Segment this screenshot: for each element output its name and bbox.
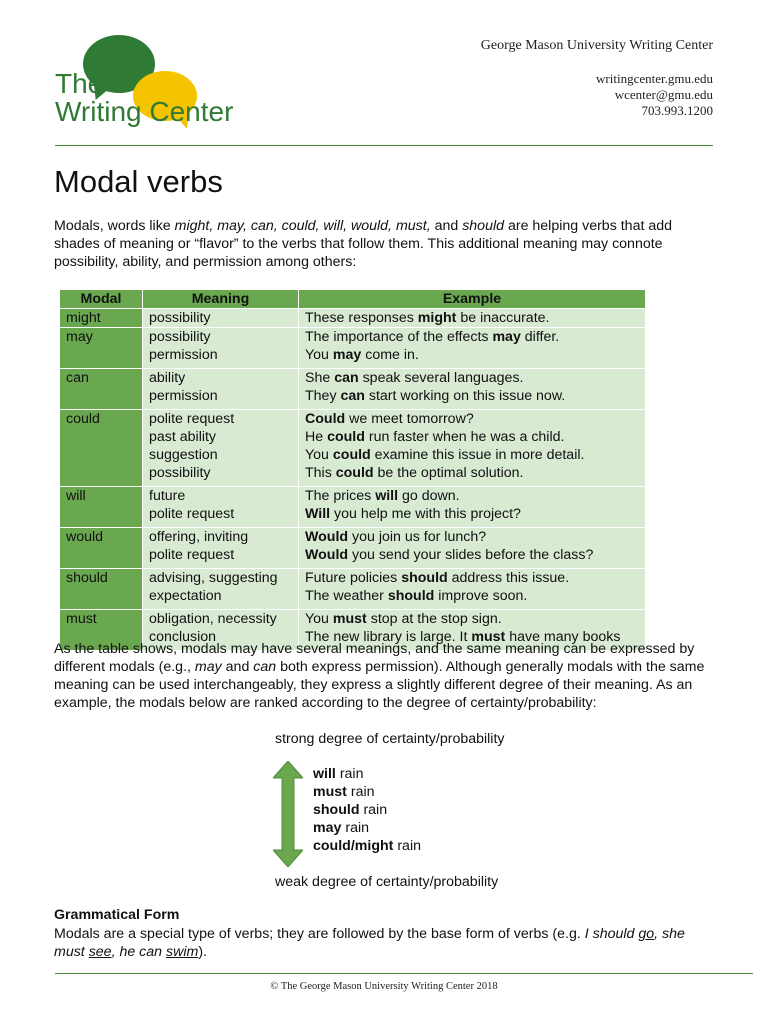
grammatical-form-heading: Grammatical Form <box>54 907 180 923</box>
example-cell <box>299 569 646 610</box>
meaning-line: future <box>149 488 186 504</box>
weak-certainty-label: weak degree of certainty/probability <box>275 874 499 890</box>
example-sentence: You may come in. <box>305 347 419 363</box>
example-sentence: Future policies should address this issue. <box>305 570 570 586</box>
meaning-line: possibility <box>149 465 211 481</box>
meaning-line: offering, inviting <box>149 529 249 545</box>
modal-cell: may <box>60 328 143 369</box>
modal-cell: could <box>60 410 143 487</box>
grammatical-form-paragraph: Modals are a special type of verbs; they are followed by the base form of verbs (e.g. I should go, she must see, he can swim). <box>54 926 685 960</box>
column-header-meaning: Meaning <box>143 290 299 309</box>
meaning-cell <box>143 569 299 610</box>
modal-cell: should <box>60 569 143 610</box>
meaning-line: expectation <box>149 588 222 604</box>
website-link[interactable]: writingcenter.gmu.edu <box>596 71 713 86</box>
phone-number: 703.993.1200 <box>641 103 713 118</box>
example-sentence: He could run faster when he was a child. <box>305 429 565 445</box>
contact-block <box>481 38 713 119</box>
table-row <box>60 569 646 610</box>
example-sentence: These responses might be inaccurate. <box>305 310 550 326</box>
meaning-line: possibility <box>149 329 211 345</box>
meaning-line: suggestion <box>149 447 218 463</box>
ranking-item: must rain <box>313 784 375 800</box>
double-arrow-icon <box>273 761 303 867</box>
meaning-line: ability <box>149 370 186 386</box>
meaning-cell <box>143 528 299 569</box>
meaning-line: polite request <box>149 506 235 522</box>
example-cell <box>299 410 646 487</box>
example-sentence: Will you help me with this project? <box>305 506 521 522</box>
example-sentence: She can speak several languages. <box>305 370 524 386</box>
modal-cell: would <box>60 528 143 569</box>
modal-cell: will <box>60 487 143 528</box>
ranking-item: should rain <box>313 802 388 818</box>
meaning-line: past ability <box>149 429 217 445</box>
ranking-item: could/might rain <box>313 838 421 854</box>
strong-certainty-label: strong degree of certainty/probability <box>275 731 505 747</box>
example-sentence: You must stop at the stop sign. <box>305 611 502 627</box>
meaning-line: advising, suggesting <box>149 570 278 586</box>
table-row <box>60 410 646 487</box>
meaning-line: polite request <box>149 411 235 427</box>
explanation-paragraph: As the table shows, modals may have several meanings, and the same meaning can be expressed by different modals (e.g., may and can both express permission). Although generally modals with the same meaning can be used interchangeably, they express a slightly different degree of their meaning. As an example, the modals below are ranked according to the degree of certainty/probability: <box>54 641 705 711</box>
example-sentence: Would you join us for lunch? <box>305 529 487 545</box>
example-cell <box>299 369 646 410</box>
table-row <box>60 528 646 569</box>
intro-paragraph: Modals, words like might, may, can, could, will, would, must, and should are helping verbs that add shades of meaning or “flavor” to the verbs that follow them. This additional meaning may connote possibility, ability, and permission among others: <box>54 218 673 270</box>
meaning-cell <box>143 410 299 487</box>
writing-center-logo <box>55 35 245 135</box>
ranking-item: may rain <box>313 820 370 836</box>
footer-divider <box>55 973 753 974</box>
example-cell <box>299 328 646 369</box>
example-sentence: Could we meet tomorrow? <box>305 411 474 427</box>
column-header-example: Example <box>299 290 646 309</box>
example-sentence: The prices will go down. <box>305 488 460 504</box>
certainty-ranking-list <box>313 765 421 855</box>
meaning-cell <box>143 369 299 410</box>
table-row <box>60 487 646 528</box>
example-sentence: This could be the optimal solution. <box>305 465 524 481</box>
email-link[interactable]: wcenter@gmu.edu <box>614 87 713 102</box>
ranking-item: will rain <box>313 766 364 782</box>
modal-cell: might <box>60 309 143 328</box>
table-row <box>60 309 646 328</box>
logo-text-line2: Writing Center <box>55 96 234 127</box>
meaning-cell <box>143 328 299 369</box>
meaning-line: possibility <box>149 310 211 326</box>
example-sentence: The importance of the effects may differ. <box>305 329 560 345</box>
meaning-line: obligation, necessity <box>149 611 277 627</box>
example-cell <box>299 309 646 328</box>
modal-cell: can <box>60 369 143 410</box>
copyright-footer: © The George Mason University Writing Center 2018 <box>270 981 498 992</box>
meaning-line: polite request <box>149 547 235 563</box>
example-sentence: You could examine this issue in more detail. <box>305 447 585 463</box>
example-cell <box>299 528 646 569</box>
modal-cell: must <box>60 610 143 651</box>
example-cell <box>299 487 646 528</box>
table-row <box>60 328 646 369</box>
modal-verbs-table <box>59 289 646 651</box>
page-title: Modal verbs <box>54 164 223 199</box>
meaning-cell <box>143 309 299 328</box>
logo-text-line1: The <box>55 68 104 99</box>
example-sentence: They can start working on this issue now. <box>305 388 566 404</box>
meaning-line: permission <box>149 388 218 404</box>
table-header-row <box>60 290 646 309</box>
meaning-cell <box>143 487 299 528</box>
meaning-line: conclusion <box>149 629 217 645</box>
org-name: George Mason University Writing Center <box>480 38 713 53</box>
example-sentence: The weather should improve soon. <box>305 588 528 604</box>
example-sentence: Would you send your slides before the class? <box>305 547 594 563</box>
header-divider <box>55 145 713 146</box>
example-sentence: The new library is large. It must have many books <box>305 629 621 645</box>
meaning-line: permission <box>149 347 218 363</box>
table-row <box>60 369 646 410</box>
column-header-modal: Modal <box>60 290 143 309</box>
